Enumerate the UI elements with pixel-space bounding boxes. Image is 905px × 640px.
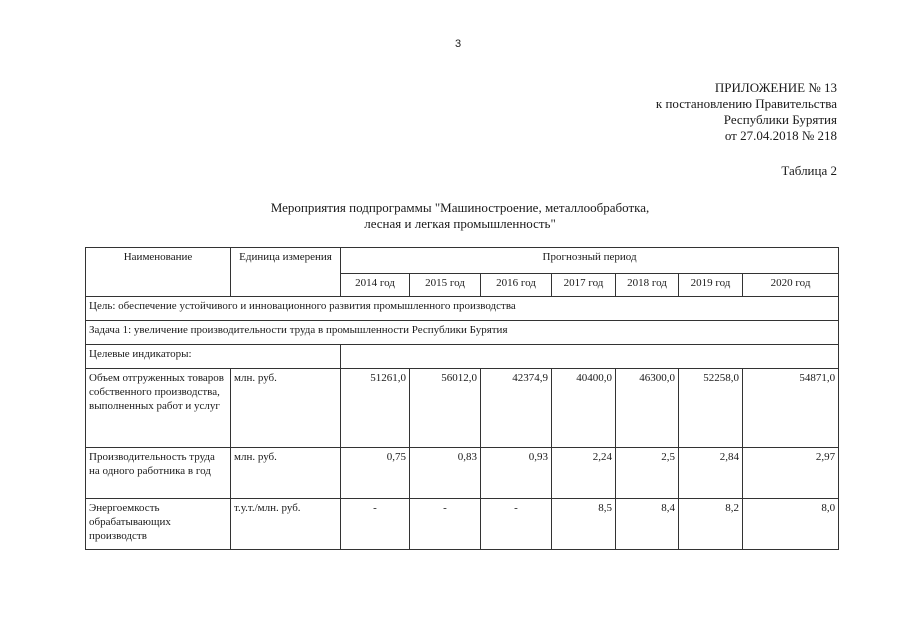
table-row [86,448,839,499]
row-value: 0,93 [481,448,552,499]
document-title [200,200,720,232]
header-year: 2018 год [616,274,679,297]
indicators-empty [341,345,839,369]
appendix-block [656,80,837,144]
row-value: - [481,499,552,550]
table-row [86,369,839,448]
row-value: 8,4 [616,499,679,550]
header-name: Наименование [86,248,231,297]
title-line-2: лесная и легкая промышленность" [364,216,556,231]
row-value: 56012,0 [410,369,481,448]
header-year: 2015 год [410,274,481,297]
indicators-label: Целевые индикаторы: [86,345,341,369]
row-value: 8,5 [552,499,616,550]
header-year: 2016 год [481,274,552,297]
row-value: 52258,0 [679,369,743,448]
header-year: 2019 год [679,274,743,297]
row-value: 2,84 [679,448,743,499]
row-unit: т.у.т./млн. руб. [231,499,341,550]
row-value: 54871,0 [743,369,839,448]
row-value: 8,2 [679,499,743,550]
header-year: 2020 год [743,274,839,297]
page-number: 3 [455,38,462,50]
header-forecast: Прогнозный период [341,248,839,274]
row-value: 40400,0 [552,369,616,448]
appendix-line-2: к постановлению Правительства [655,96,837,111]
row-unit: млн. руб. [231,448,341,499]
appendix-line-1: ПРИЛОЖЕНИЕ № 13 [714,80,837,95]
measures-table [85,247,839,550]
header-row-1 [86,248,839,274]
row-value: 0,75 [341,448,410,499]
row-value: - [341,499,410,550]
header-unit: Единица измерения [231,248,341,297]
row-name: Объем отгруженных товаров собственного производства, выполненных работ и услуг [86,369,231,448]
row-value: 0,83 [410,448,481,499]
appendix-line-3: Республики Бурятия [723,112,837,127]
table-row [86,499,839,550]
goal-text: Цель: обеспечение устойчивого и инновационного развития промышленного производства [86,297,839,321]
row-value: 8,0 [743,499,839,550]
row-value: 46300,0 [616,369,679,448]
row-value: - [410,499,481,550]
indicators-row [86,345,839,369]
goal-row [86,297,839,321]
appendix-line-4: от 27.04.2018 № 218 [724,128,837,143]
task-row [86,321,839,345]
row-unit: млн. руб. [231,369,341,448]
row-name: Производительность труда на одного работника в год [86,448,231,499]
title-line-1: Мероприятия подпрограммы "Машиностроение, металлообработка, [270,200,650,215]
header-year: 2014 год [341,274,410,297]
task-text: Задача 1: увеличение производительности труда в промышленности Республики Бурятия [86,321,839,345]
row-value: 2,24 [552,448,616,499]
header-year: 2017 год [552,274,616,297]
row-value: 2,97 [743,448,839,499]
row-name: Энергоемкость обрабатывающих производств [86,499,231,550]
row-value: 51261,0 [341,369,410,448]
row-value: 2,5 [616,448,679,499]
table-label: Таблица 2 [781,163,837,178]
row-value: 42374,9 [481,369,552,448]
